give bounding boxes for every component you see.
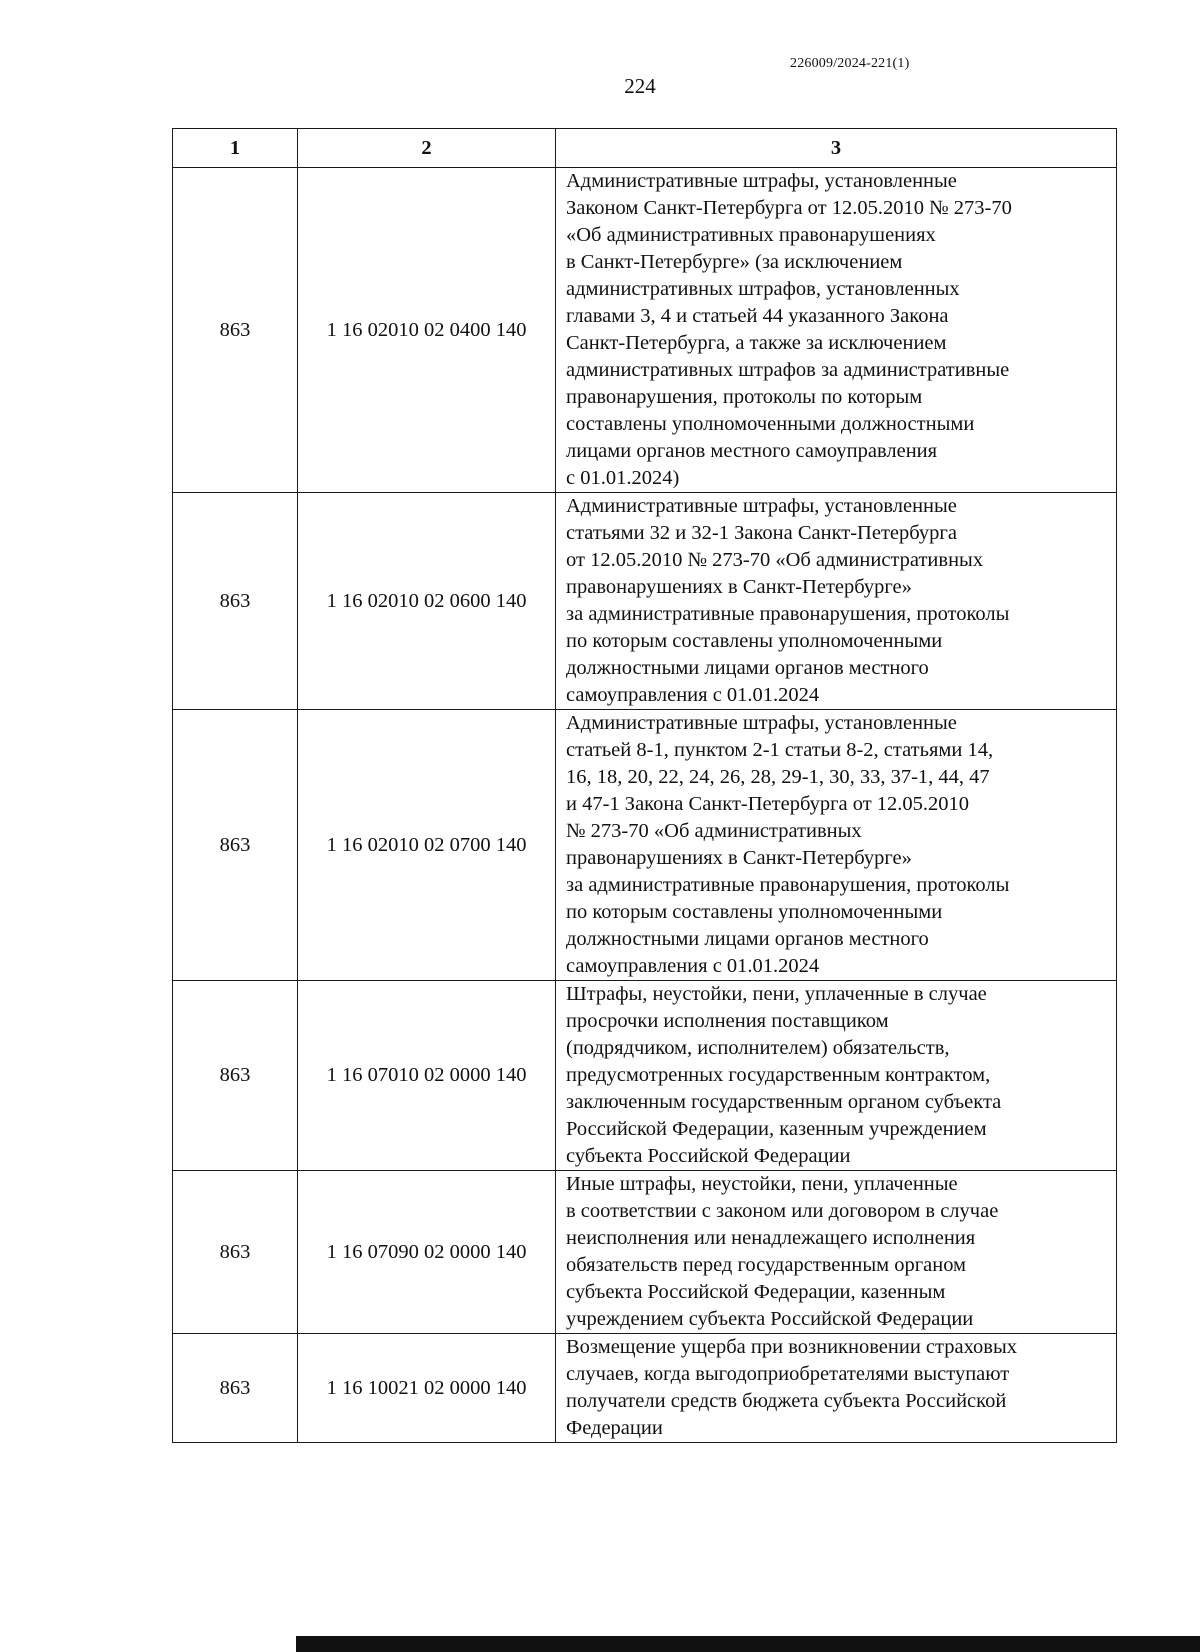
income-name-line: учреждением субъекта Российской Федерации: [566, 1308, 974, 1330]
income-name-line: за административные правонарушения, протоколы: [566, 874, 1010, 896]
income-name-cell: [556, 493, 1117, 710]
income-name-line: Административные штрафы, установленные: [566, 712, 957, 734]
income-name-cell: [556, 710, 1117, 981]
budget-codes-table: [172, 128, 1117, 1443]
income-name-line: от 12.05.2010 № 273-70 «Об административных: [566, 549, 984, 571]
income-name-line: правонарушениях в Санкт-Петербурге»: [566, 847, 912, 869]
income-name-line: за административные правонарушения, протоколы: [566, 603, 1010, 625]
income-name-line: Российской Федерации, казенным учреждением: [566, 1118, 987, 1140]
income-name-line: в Санкт-Петербурге» (за исключением: [566, 251, 903, 273]
income-name-line: в соответствии с законом или договором в случае: [566, 1200, 999, 1222]
budget-code-cell: 1 16 10021 02 0000 140: [298, 1334, 556, 1443]
income-name-line: должностными лицами органов местного: [566, 657, 929, 679]
income-name-line: по которым составлены уполномоченными: [566, 630, 943, 652]
admin-code-cell: 863: [173, 493, 298, 710]
admin-code-cell: 863: [173, 1334, 298, 1443]
table-row: [173, 168, 1117, 493]
income-name-cell: [556, 981, 1117, 1171]
admin-code-cell: 863: [173, 168, 298, 493]
admin-code-cell: 863: [173, 1171, 298, 1334]
income-name-line: обязательств перед государственным органом: [566, 1254, 967, 1276]
column-header-3: 3: [556, 129, 1117, 168]
budget-code-cell: 1 16 02010 02 0700 140: [298, 710, 556, 981]
page-number: 224: [624, 74, 656, 98]
income-name-line: правонарушения, протоколы по которым: [566, 386, 923, 408]
income-name-line: административных штрафов за административные: [566, 359, 1010, 381]
income-name-cell: [556, 168, 1117, 493]
income-name-line: субъекта Российской Федерации: [566, 1145, 851, 1167]
income-name-line: Законом Санкт-Петербурга от 12.05.2010 № 273-70: [566, 197, 1012, 219]
income-name-line: с 01.01.2024): [566, 467, 680, 489]
table-row: [173, 493, 1117, 710]
income-name-line: субъекта Российской Федерации, казенным: [566, 1281, 946, 1303]
income-name-line: составлены уполномоченными должностными: [566, 413, 975, 435]
admin-code-cell: 863: [173, 981, 298, 1171]
income-name-line: Штрафы, неустойки, пени, уплаченные в случае: [566, 983, 987, 1005]
income-name-line: Административные штрафы, установленные: [566, 495, 957, 517]
income-name-line: (подрядчиком, исполнителем) обязательств,: [566, 1037, 950, 1059]
table-row: [173, 710, 1117, 981]
income-name-line: просрочки исполнения поставщиком: [566, 1010, 889, 1032]
income-name-cell: [556, 1334, 1117, 1443]
table-row: [173, 981, 1117, 1171]
income-name-line: правонарушениях в Санкт-Петербурге»: [566, 576, 912, 598]
income-name-line: статьей 8-1, пунктом 2-1 статьи 8-2, статьями 14,: [566, 739, 994, 761]
income-name-line: Иные штрафы, неустойки, пени, уплаченные: [566, 1173, 958, 1195]
income-name-cell: [556, 1171, 1117, 1334]
income-name-line: по которым составлены уполномоченными: [566, 901, 943, 923]
scan-edge-line: [296, 1636, 1200, 1652]
column-header-2: 2: [298, 129, 556, 168]
income-name-line: административных штрафов, установленных: [566, 278, 960, 300]
income-name-line: Санкт-Петербурга, а также за исключением: [566, 332, 947, 354]
budget-code-cell: 1 16 07010 02 0000 140: [298, 981, 556, 1171]
table-body: [173, 168, 1117, 1443]
income-name-line: Административные штрафы, установленные: [566, 170, 957, 192]
table-header-row: [173, 129, 1117, 168]
admin-code-cell: 863: [173, 710, 298, 981]
income-name-line: лицами органов местного самоуправления: [566, 440, 938, 462]
income-name-line: главами 3, 4 и статьей 44 указанного Закона: [566, 305, 949, 327]
budget-code-cell: 1 16 02010 02 0400 140: [298, 168, 556, 493]
budget-code-cell: 1 16 02010 02 0600 140: [298, 493, 556, 710]
income-name-line: Федерации: [566, 1417, 663, 1439]
income-name-line: Возмещение ущерба при возникновении страховых: [566, 1336, 1017, 1358]
income-name-line: заключенным государственным органом субъекта: [566, 1091, 1002, 1113]
column-header-1: 1: [173, 129, 298, 168]
table-row: [173, 1171, 1117, 1334]
income-name-line: случаев, когда выгодоприобретателями выступают: [566, 1363, 1010, 1385]
income-name-line: должностными лицами органов местного: [566, 928, 929, 950]
income-name-line: «Об административных правонарушениях: [566, 224, 936, 246]
income-name-line: и 47-1 Закона Санкт-Петербурга от 12.05.2010: [566, 793, 970, 815]
budget-code-cell: 1 16 07090 02 0000 140: [298, 1171, 556, 1334]
table-row: [173, 1334, 1117, 1443]
document-id: 226009/2024-221(1): [790, 56, 910, 71]
income-name-line: самоуправления с 01.01.2024: [566, 955, 820, 977]
income-name-line: самоуправления с 01.01.2024: [566, 684, 820, 706]
income-name-line: статьями 32 и 32-1 Закона Санкт-Петербурга: [566, 522, 957, 544]
income-name-line: получатели средств бюджета субъекта Российской: [566, 1390, 1007, 1412]
income-name-line: № 273-70 «Об административных: [566, 820, 862, 842]
income-name-line: неисполнения или ненадлежащего исполнения: [566, 1227, 976, 1249]
income-name-line: предусмотренных государственным контрактом,: [566, 1064, 991, 1086]
income-name-line: 16, 18, 20, 22, 24, 26, 28, 29-1, 30, 33, 37-1, 44, 47: [566, 766, 990, 788]
